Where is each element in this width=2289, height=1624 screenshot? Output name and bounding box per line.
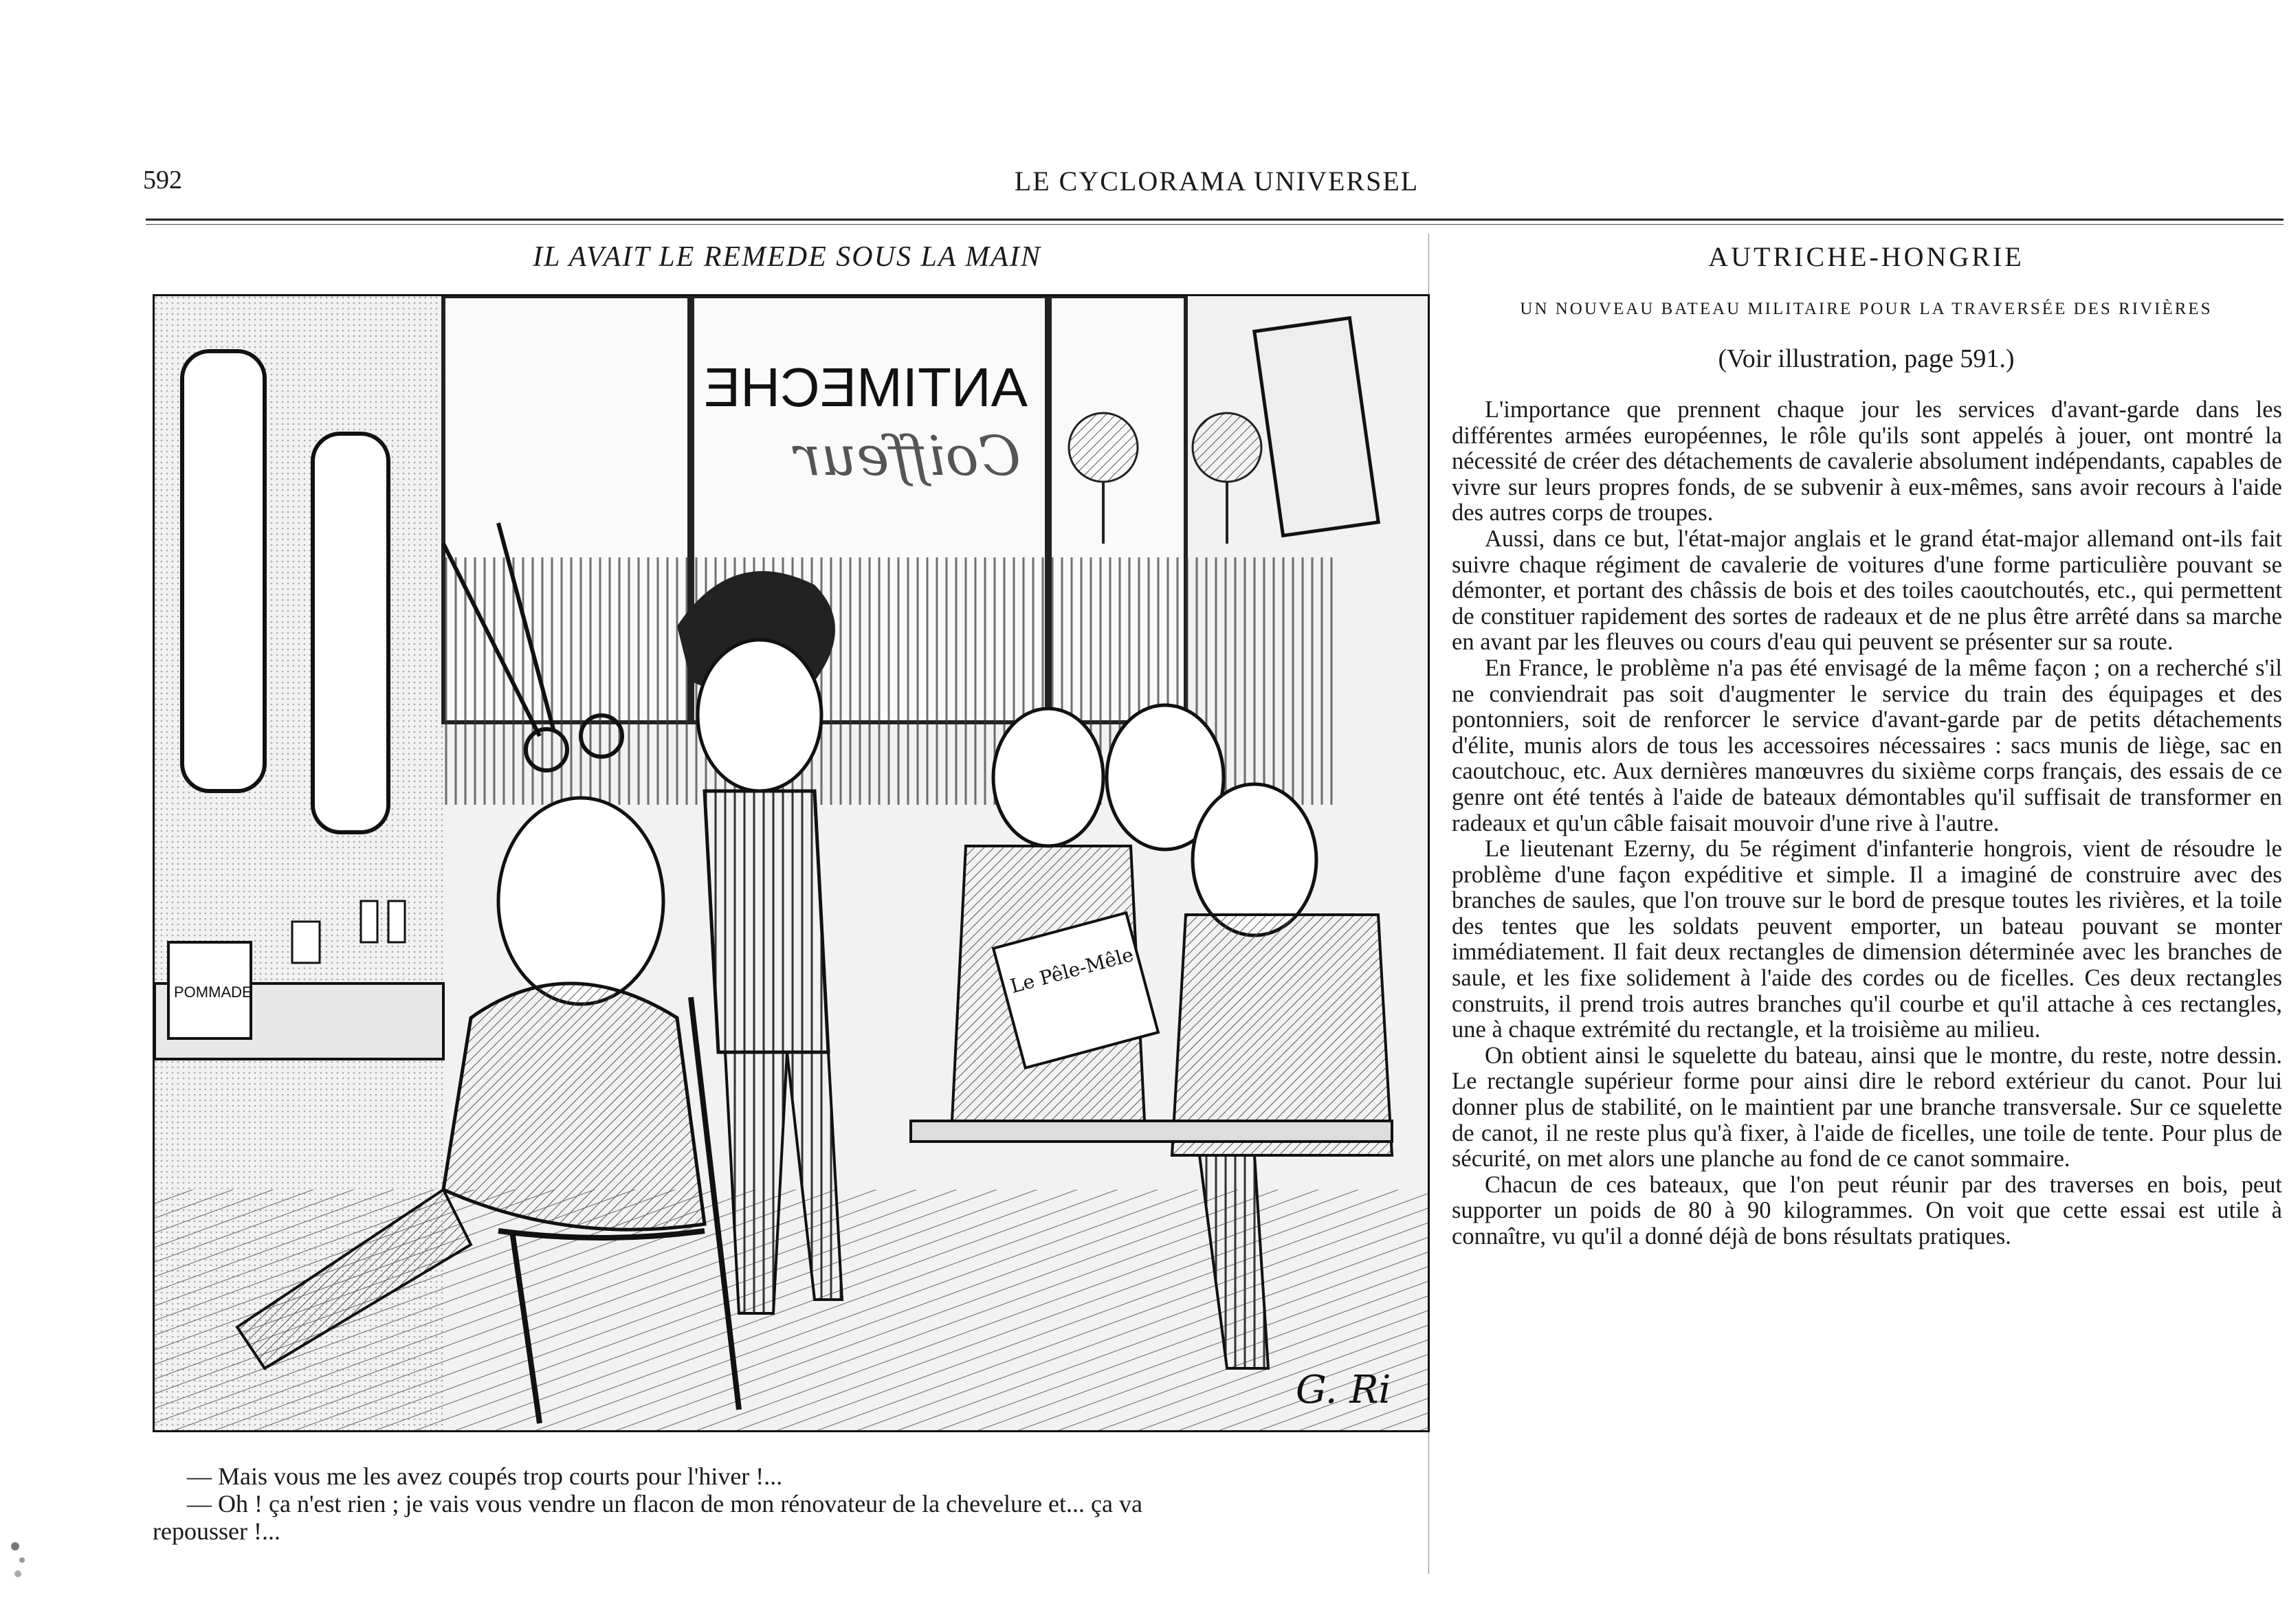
article-paragraph: Chacun de ces bateaux, que l'on peut réunir par des traverses en bois, peut supporter un poids de 80 à 90 kilogrammes. On voit que cette essai est utile à connaître, vu qu'il a donné déjà de bons résultats pratiques. [1452, 1171, 2282, 1249]
artist-signature: G. Ri [1296, 1368, 1391, 1412]
article-body [1452, 397, 2282, 1250]
header-rule-thin [146, 224, 2284, 225]
article-paragraph: Le lieutenant Ezerny, du 5e régiment d'infanterie hongrois, vient de résoudre le problème d'une façon expéditive et simple. Il a imaginé de construire avec des branches de saules, que l'on trouve sur le bord de presque toutes les rivières, et la toile des tentes que les soldats peuvent emporter, un bateau pouvant se monter immédiatement. Il fait deux rectangles de dimension déterminée avec les branches de saule, et les fixe solidement à l'aide des cordes ou de ficelles. Ces deux rectangles construits, il prend trois autres branches qu'il courbe et qu'il attache à ces rectangles, une à chaque extrémité du rectangle, et la troisième au milieu. [1452, 836, 2282, 1043]
article-paragraph: Aussi, dans ce but, l'état-major anglais et le grand état-major allemand ont-ils fait suivre chaque régiment de cavalerie de voitures d'une forme particulière pouvant se démonter, et portant des châssis de bois et des toiles caoutchoutés, etc., qui permettent de constituer rapidement des sortes de radeaux et de ne plus être arrêté dans sa marche en avant par les fleuves ou cours d'eau qui peuvent se présenter sur sa route. [1452, 525, 2282, 656]
window-sign-text: ANTIMECHE [703, 357, 1028, 418]
cartoon-title: IL AVAIT LE REMEDE SOUS LA MAIN [533, 241, 1041, 273]
cartoon-caption-line1: — Mais vous me les avez coupés trop courts pour l'hiver !... [187, 1462, 783, 1490]
article-paragraph: En France, le problème n'a pas été envisagé de la même façon ; on a recherché s'il ne conviendrait pas soit d'augmenter le service du train des équipages et des pontonniers, soit de renforcer le service d'avant-garde par de petits détachements d'élite, munis alors de tous les accessoires nécessaires : sacs munis de liège, sac en caoutchouc, etc. Aux dernières manœuvres du sixième corps français, des essais de ce genre ont été tentés à l'aide de bateaux démontables qu'il suffisait de transformer en radeaux et qu'un câble faisait mouvoir d'une rive à l'autre. [1452, 654, 2282, 836]
article-subheading: UN NOUVEAU BATEAU MILITAIRE POUR LA TRAVERSÉE DES RIVIÈRES [1520, 300, 2213, 318]
page-number: 592 [143, 166, 182, 194]
article-paragraph: On obtient ainsi le squelette du bateau, ainsi que le montre, du reste, notre dessin. Le rectangle supérieur forme pour ainsi dire le rebord extérieur du canot. Pour lui donner plus de stabilité, on le maintient par une branche transversale. Sur ce squelette de canot, il ne reste plus qu'à fixer, à l'aide de ficelles, une toile de tente. Pour plus de sécurité, on met alors une planche au fond de ce canot sommaire. [1452, 1042, 2282, 1172]
article-reference: (Voir illustration, page 591.) [1718, 344, 2015, 373]
window-sign-script: Coiffeur [795, 424, 1021, 488]
cartoon-caption-line2: — Oh ! ça n'est rien ; je vais vous vendre un flacon de mon rénovateur de la chevelure et... ça va [187, 1490, 1142, 1517]
pommade-jar-label: POMMADE [174, 983, 252, 1001]
ink-smudge-mark [7, 1533, 34, 1588]
header-rule [146, 219, 2284, 221]
article-paragraph: L'importance que prennent chaque jour les services d'avant-garde dans les différentes armées européennes, le rôle qu'ils sont appelés à jouer, ont montré la nécessité de créer des détachements de cavalerie absolument indépendants, capables de vivre sur leurs propres fonds, de se subvenir à eux-mêmes, sans avoir recours à l'aide des autres corps de troupes. [1452, 397, 2282, 526]
cartoon-drawing [155, 296, 1428, 1430]
article-heading: AUTRICHE-HONGRIE [1708, 241, 2024, 272]
newspaper-label: Le Pêle-Mêle [1008, 943, 1136, 998]
cartoon-caption-line3: repousser !... [153, 1517, 280, 1545]
barbershop-cartoon-illustration [153, 294, 1430, 1432]
journal-title: LE CYCLORAMA UNIVERSEL [1014, 166, 1419, 197]
